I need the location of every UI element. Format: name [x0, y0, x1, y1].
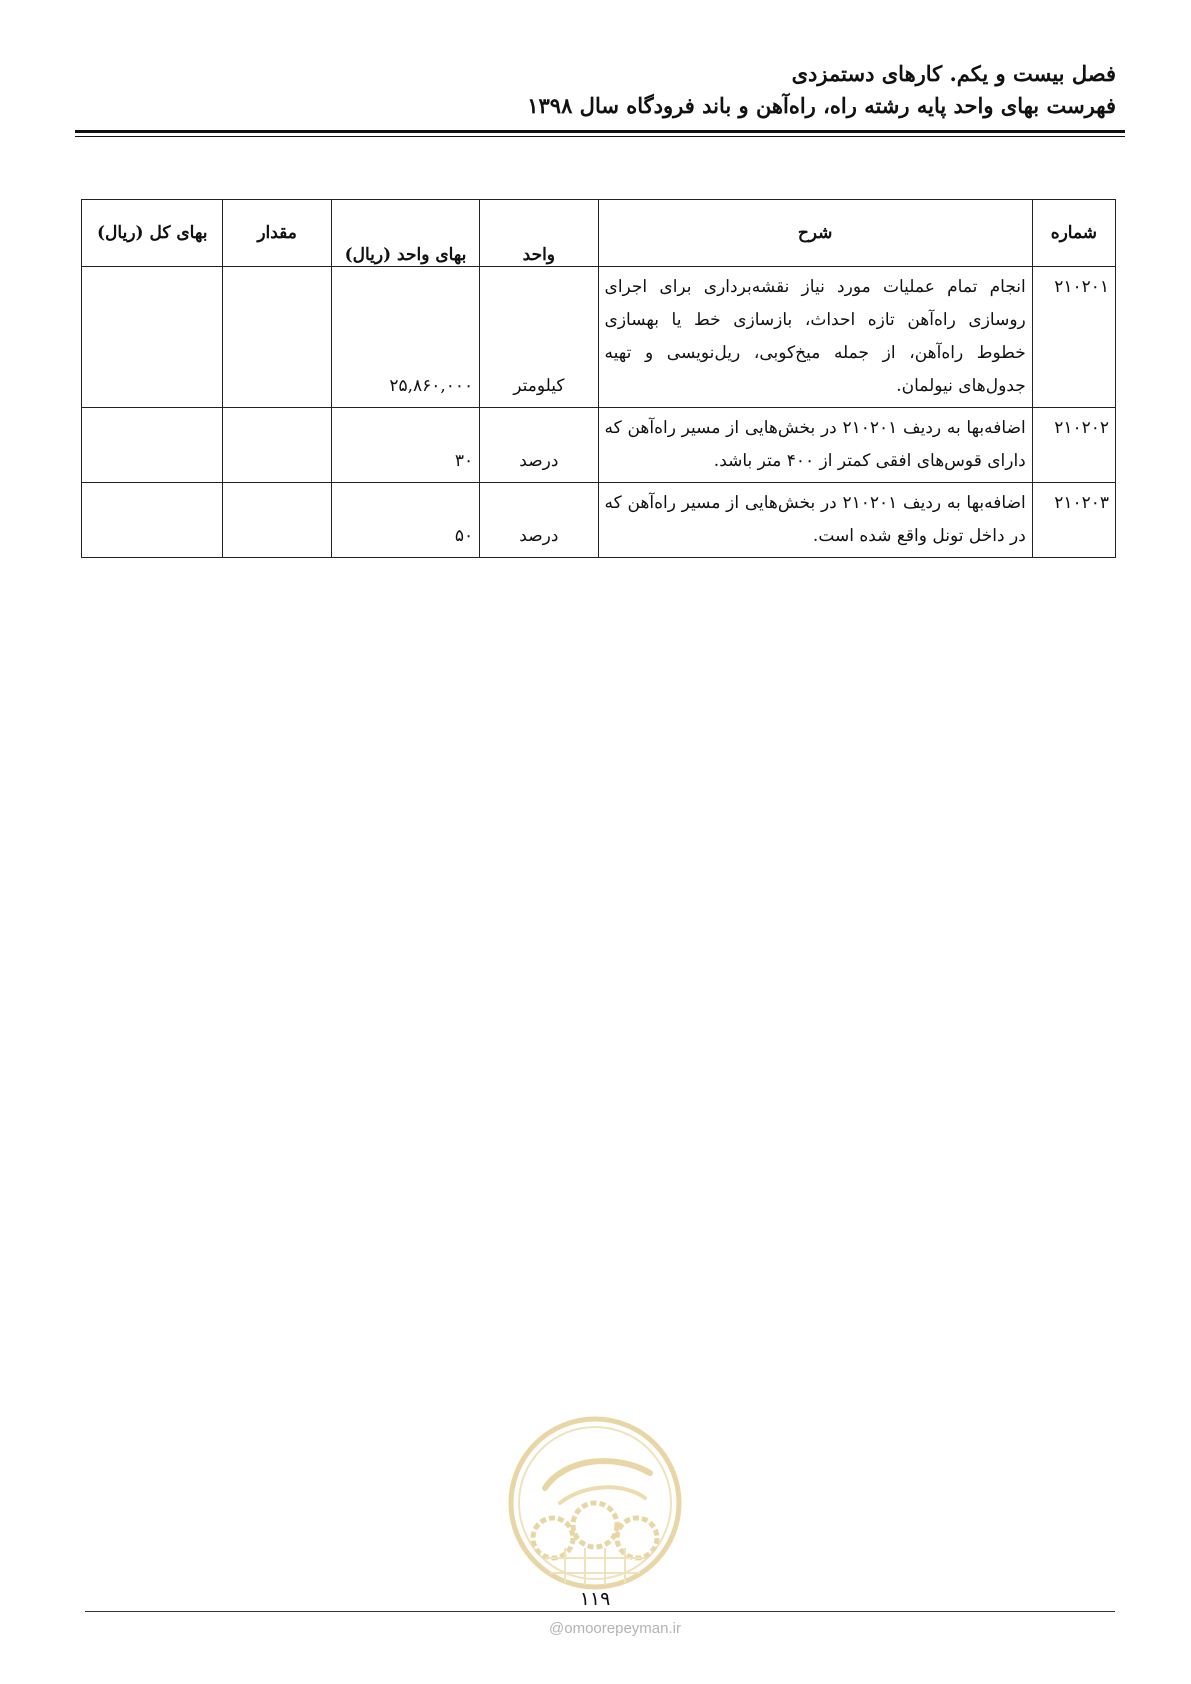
table-header-row [82, 200, 1116, 267]
row-unit-price: ۲۵,۸۶۰,۰۰۰ [331, 267, 479, 408]
row-unit: درصد [480, 483, 598, 558]
header-total-price: بهای کل (ریال) [82, 200, 223, 267]
row-total-price [82, 267, 223, 408]
row-number: ۲۱۰۲۰۳ [1032, 483, 1115, 558]
row-total-price [82, 408, 223, 483]
watermark-logo-icon [505, 1413, 685, 1593]
website-watermark: @omoorepeyman.ir [549, 1620, 681, 1637]
row-number: ۲۱۰۲۰۲ [1032, 408, 1115, 483]
table-row [82, 483, 1116, 558]
row-description: اضافه‌بها به ردیف ۲۱۰۲۰۱ در بخش‌هایی از مسیر راه‌آهن که در داخل تونل واقع شده است. [598, 483, 1032, 558]
chapter-title: فصل بیست و یکم. کارهای دستمزدی [791, 61, 1116, 86]
header-quantity: مقدار [223, 200, 331, 267]
row-number: ۲۱۰۲۰۱ [1032, 267, 1115, 408]
table-row [82, 408, 1116, 483]
row-description: انجام تمام عملیات مورد نیاز نقشه‌برداری برای اجرای روسازی راه‌آهن تازه احداث، بازسازی خط یا بهسازی خطوط راه‌آهن، از جمله میخ‌کوبی، ریل‌نویسی و تهیه جدول‌های نیولمان. [598, 267, 1032, 408]
row-unit-price: ۳۰ [331, 408, 479, 483]
header-unit-price: بهای واحد (ریال) [331, 200, 479, 267]
row-unit: درصد [480, 408, 598, 483]
row-description: اضافه‌بها به ردیف ۲۱۰۲۰۱ در بخش‌هایی از مسیر راه‌آهن که دارای قوس‌های افقی کمتر از ۴۰۰ متر باشد. [598, 408, 1032, 483]
row-total-price [82, 483, 223, 558]
row-quantity [223, 408, 331, 483]
row-unit: کیلومتر [480, 267, 598, 408]
header-description: شرح [598, 200, 1032, 267]
page-number: ۱۱۹ [579, 1588, 611, 1610]
footer-rule [85, 1611, 1115, 1612]
header-number: شماره [1032, 200, 1115, 267]
page-header [66, 58, 1116, 122]
row-quantity [223, 483, 331, 558]
document-title: فهرست بهای واحد پایه رشته راه، راه‌آهن و باند فرودگاه سال ۱۳۹۸ [527, 93, 1116, 118]
table-row [82, 267, 1116, 408]
header-unit: واحد [480, 200, 598, 267]
header-rule-thick [75, 130, 1125, 133]
price-list-table [81, 199, 1116, 558]
row-unit-price: ۵۰ [331, 483, 479, 558]
row-quantity [223, 267, 331, 408]
header-rule-thin [75, 136, 1125, 137]
